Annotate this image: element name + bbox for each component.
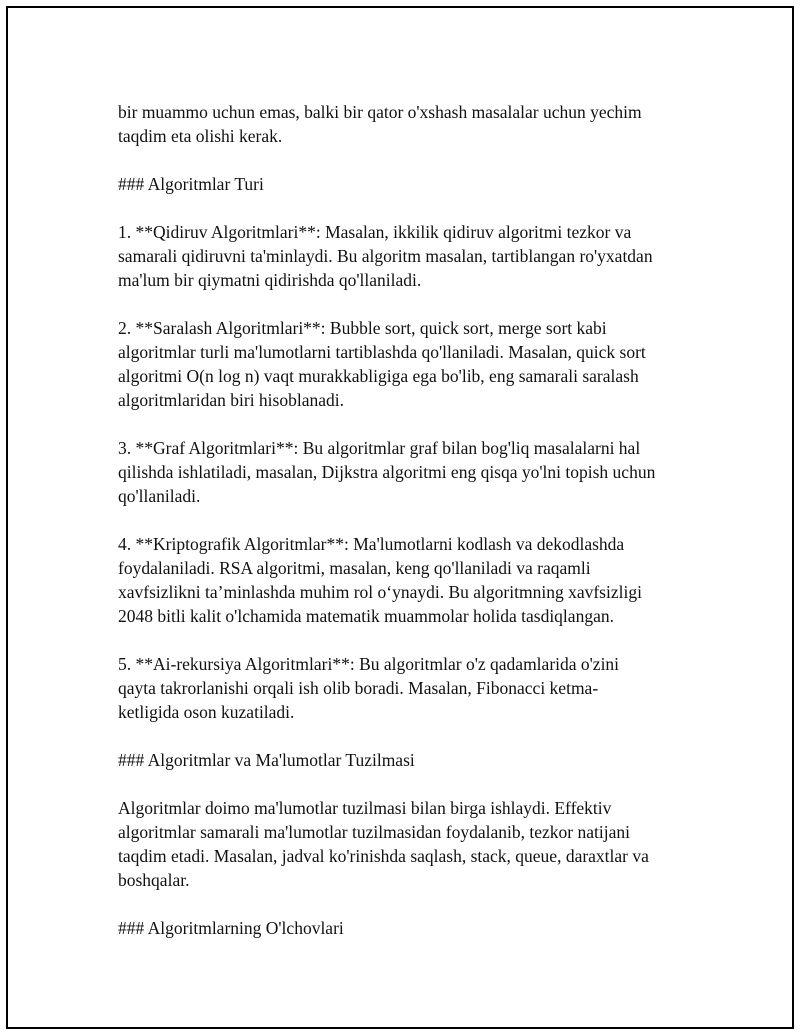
- text-line: samarali qidiruvni ta'minlaydi. Bu algoritm masalan, tartiblangan ro'yxatdan: [118, 246, 653, 266]
- page-border: [6, 6, 794, 1029]
- heading-algoritmlar-turi: [118, 172, 698, 196]
- list-item-graf: [118, 436, 698, 508]
- heading-malumotlar-tuzilmasi: [118, 748, 698, 772]
- paragraph-intro: [118, 100, 698, 148]
- text-line: foydalaniladi. RSA algoritmi, masalan, keng qo'llaniladi va raqamli: [118, 558, 591, 578]
- text-line: algoritmlar turli ma'lumotlarni tartiblashda qo'llaniladi. Masalan, quick sort: [118, 342, 646, 362]
- text-line: taqdim eta olishi kerak.: [118, 126, 283, 146]
- list-item-kriptografik: [118, 532, 698, 628]
- text-line: ketligida oson kuzatiladi.: [118, 702, 295, 722]
- heading-olchovlari: [118, 916, 698, 940]
- text-line: algoritmlaridan biri hisoblanadi.: [118, 390, 344, 410]
- text-line: xavfsizlikni ta’minlashda muhim rol o‘ynaydi. Bu algoritmning xavfsizligi: [118, 582, 642, 602]
- text-line: ### Algoritmlar va Ma'lumotlar Tuzilmasi: [118, 750, 415, 770]
- text-line: taqdim etadi. Masalan, jadval ko'rinishda saqlash, stack, queue, daraxtlar va: [118, 846, 649, 866]
- text-line: algoritmi O(n log n) vaqt murakkabligiga ega bo'lib, eng samarali saralash: [118, 366, 639, 386]
- list-item-ai-rekursiya: [118, 652, 698, 724]
- text-line: qo'llaniladi.: [118, 486, 201, 506]
- text-line: ### Algoritmlar Turi: [118, 174, 264, 194]
- text-line: 1. **Qidiruv Algoritmlari**: Masalan, ikkilik qidiruv algoritmi tezkor va: [118, 222, 632, 242]
- paragraph-malumotlar-tuzilmasi: [118, 796, 698, 892]
- text-line: boshqalar.: [118, 870, 190, 890]
- text-line: 4. **Kriptografik Algoritmlar**: Ma'lumotlarni kodlash va dekodlashda: [118, 534, 625, 554]
- list-item-saralash: [118, 316, 698, 412]
- text-line: ### Algoritmlarning O'lchovlari: [118, 918, 344, 938]
- text-line: ma'lum bir qiymatni qidirishda qo'llaniladi.: [118, 270, 422, 290]
- text-line: algoritmlar samarali ma'lumotlar tuzilmasidan foydalanib, tezkor natijani: [118, 822, 630, 842]
- text-line: 5. **Ai-rekursiya Algoritmlari**: Bu algoritmlar o'z qadamlarida o'zini: [118, 654, 620, 674]
- text-line: qayta takrorlanishi orqali ish olib boradi. Masalan, Fibonacci ketma-: [118, 678, 599, 698]
- text-line: 2048 bitli kalit o'lchamida matematik muammolar holida tasdiqlangan.: [118, 606, 614, 626]
- document-body: [118, 100, 698, 964]
- text-line: 3. **Graf Algoritmlari**: Bu algoritmlar graf bilan bog'liq masalalarni hal: [118, 438, 641, 458]
- text-line: 2. **Saralash Algoritmlari**: Bubble sort, quick sort, merge sort kabi: [118, 318, 607, 338]
- text-line: qilishda ishlatiladi, masalan, Dijkstra algoritmi eng qisqa yo'lni topish uchun: [118, 462, 656, 482]
- list-item-qidiruv: [118, 220, 698, 292]
- text-line: bir muammo uchun emas, balki bir qator o'xshash masalalar uchun yechim: [118, 102, 642, 122]
- text-line: Algoritmlar doimo ma'lumotlar tuzilmasi bilan birga ishlaydi. Effektiv: [118, 798, 612, 818]
